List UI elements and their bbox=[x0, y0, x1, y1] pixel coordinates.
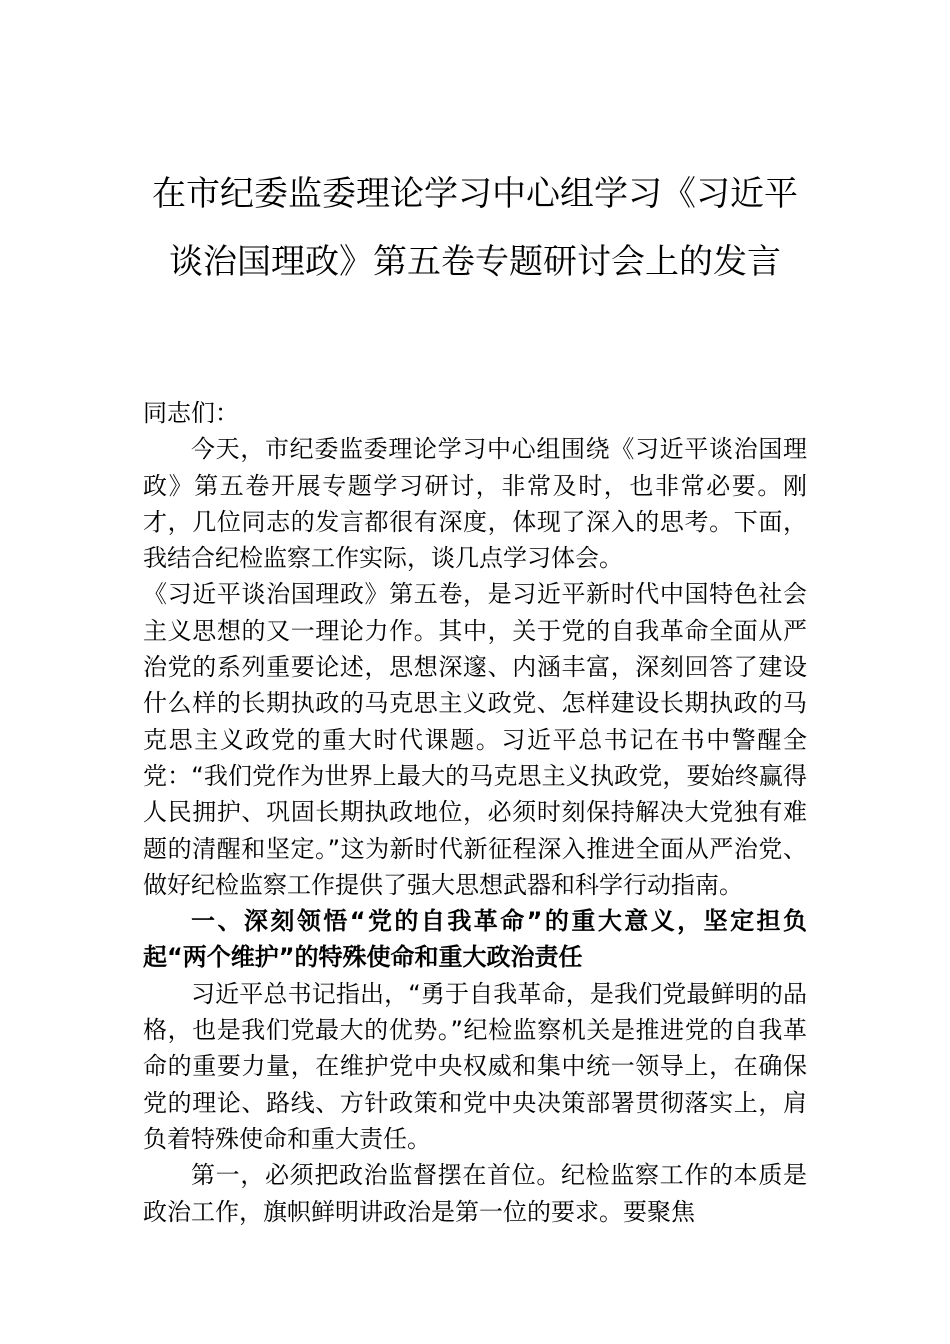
paragraph-section-1: 习近平总书记指出，“勇于自我革命，是我们党最鲜明的品格，也是我们党最大的优势。”纪检监察机关是推进党的自我革命的重要力量，在维护党中央权威和集中统一领导上，在确保党的理论、路线、方针政策和党中央决策部署贯彻落实上，肩负着特殊使命和重大责任。 bbox=[143, 979, 807, 1153]
greeting: 同志们： bbox=[143, 399, 239, 427]
section-heading-1: 一、深刻领悟“党的自我革命”的重大意义，坚定担负起“两个维护”的特殊使命和重大政治责任 bbox=[143, 907, 807, 972]
paragraph-overview: 《习近平谈治国理政》第五卷，是习近平新时代中国特色社会主义思想的又一理论力作。其中，关于党的自我革命全面从严治党的系列重要论述，思想深邃、内涵丰富，深刻回答了建设什么样的长期执政的马克思主义政党、怎样建设长期执政的马克思主义政党的重大时代课题。习近平总书记在书中警醒全党：“我们党作为世界上最大的马克思主义执政党，要始终赢得人民拥护、巩固长期执政地位，必须时刻保持解决大党独有难题的清醒和坚定。”这为新时代新征程深入推进全面从严治党、做好纪检监察工作提供了强大思想武器和科学行动指南。 bbox=[143, 580, 807, 899]
document-body bbox=[143, 395, 807, 1230]
paragraph-intro: 今天，市纪委监委理论学习中心组围绕《习近平谈治国理政》第五卷开展专题学习研讨，非常及时，也非常必要。刚才，几位同志的发言都很有深度，体现了深入的思考。下面，我结合纪检监察工作实际，谈几点学习体会。 bbox=[143, 435, 807, 573]
paragraph-point-1: 第一，必须把政治监督摆在首位。纪检监察工作的本质是政治工作，旗帜鲜明讲政治是第一位的要求。要聚焦 bbox=[143, 1161, 807, 1226]
document-title: 在市纪委监委理论学习中心组学习《习近平谈治国理政》第五卷专题研讨会上的发言 bbox=[152, 174, 798, 282]
